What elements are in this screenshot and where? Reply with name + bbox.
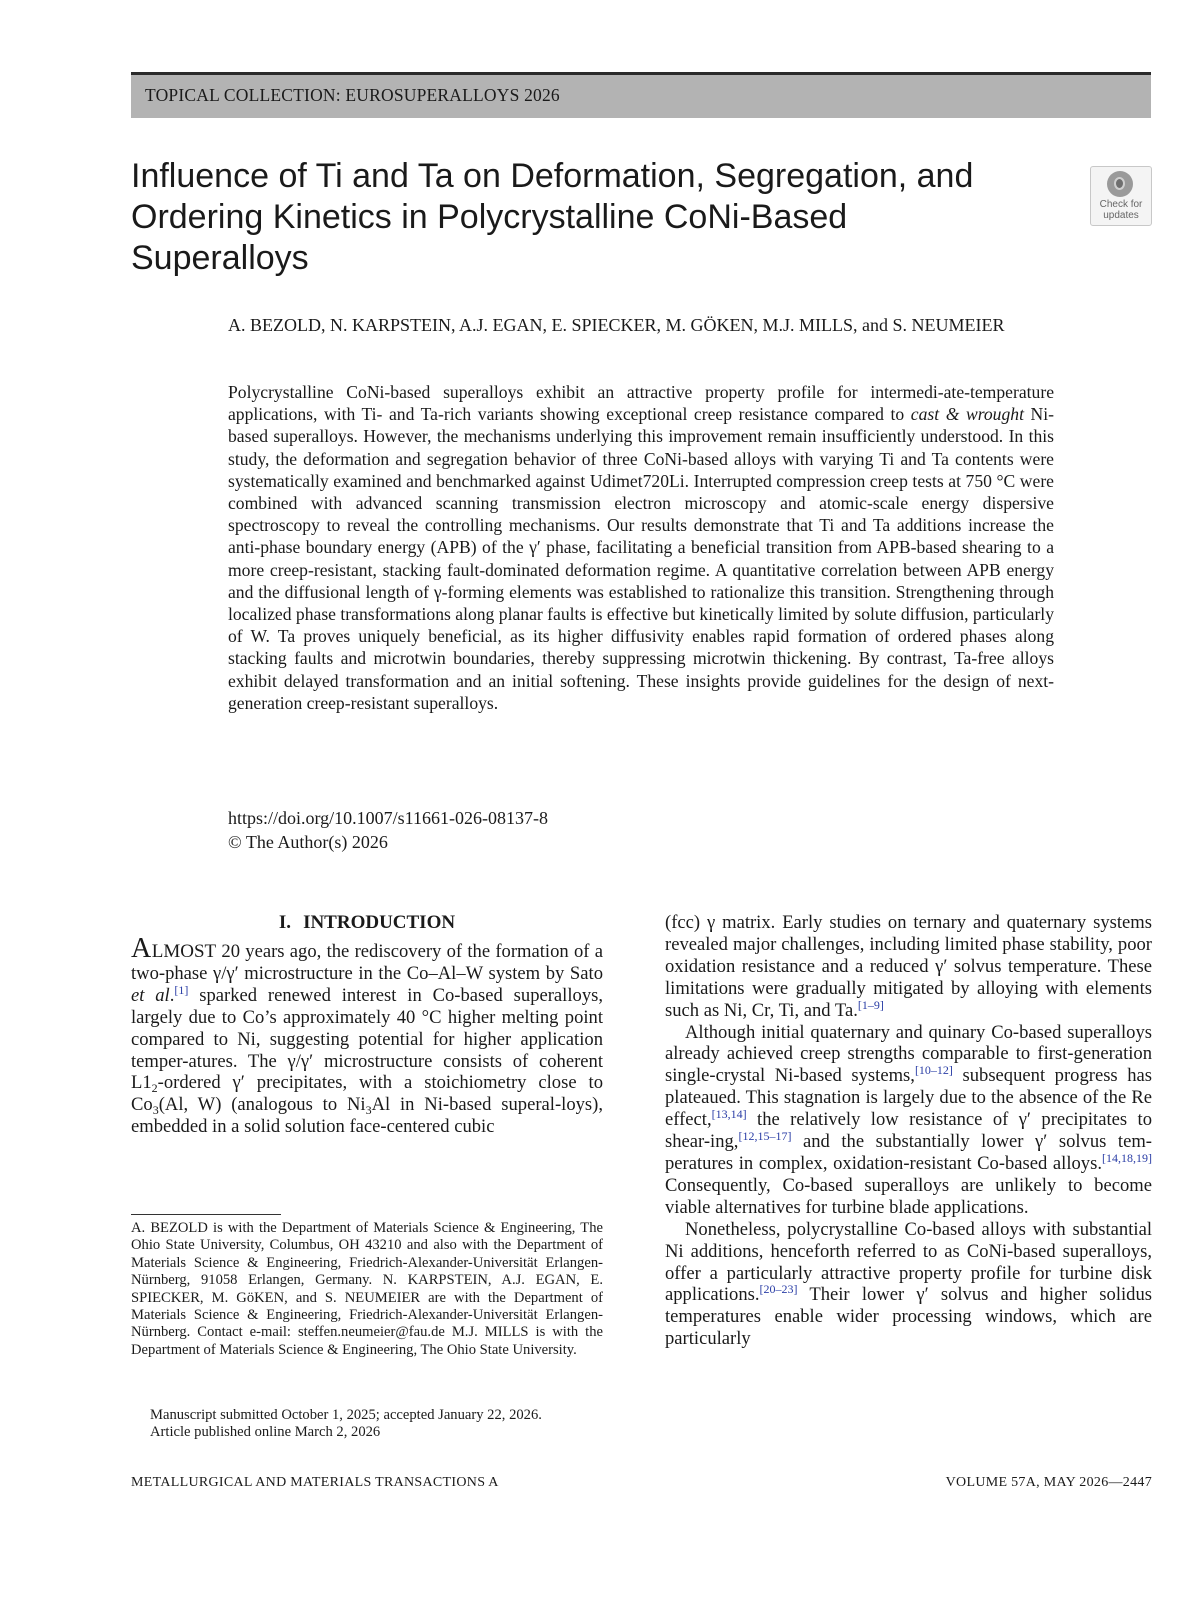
intro-paragraph-1-continued: (fcc) γ matrix. Early studies on ternary and quaternary systems revealed major challenges, including limited phase stability, poor oxidation resistance and a reduced γ′ solvus temperature. These limitations were gradually mitigated by alloying with elements such as Ni, Cr, Ti, and Ta.[1–9] xyxy=(665,912,1152,1021)
doi-link[interactable]: https://doi.org/10.1007/s11661-026-08137-8 xyxy=(228,808,549,828)
collection-label: TOPICAL COLLECTION: EUROSUPERALLOYS 2026 xyxy=(145,85,560,105)
copyright-line: © The Author(s) 2026 xyxy=(228,832,388,852)
journal-name: METALLURGICAL AND MATERIALS TRANSACTIONS A xyxy=(131,1475,499,1490)
citation-link[interactable]: [1–9] xyxy=(857,997,884,1012)
citation-link[interactable]: [12,15–17] xyxy=(738,1129,792,1144)
check-for-updates-badge[interactable] xyxy=(1090,166,1152,226)
small-caps-lead: LMOST xyxy=(151,941,217,962)
crossmark-icon xyxy=(1107,171,1133,197)
citation-link[interactable]: [14,18,19] xyxy=(1102,1150,1152,1165)
intro-left-column xyxy=(131,933,603,1138)
section-heading xyxy=(131,912,603,934)
collection-banner xyxy=(131,72,1151,118)
manuscript-dates: Manuscript submitted October 1, 2025; accepted January 22, 2026. Article published online March 2, 2026 xyxy=(150,1407,542,1441)
intro-paragraph-3: Nonetheless, polycrystalline Co-based alloys with substantial Ni additions, henceforth referred to as CoNi-based superalloys, offer a particularly attractive property profile for turbine disk applications.[20–23] Their lower γ′ solvus and higher solidus temperatures enable wider processing windows, which are particularly xyxy=(665,1218,1152,1350)
author-affiliations: A. BEZOLD is with the Department of Materials Science & Engineering, The Ohio State University, Columbus, OH 43210 and also with the Department of Materials Science & Engineering, Friedrich-Alexander-Universität Erlangen-Nürnberg, 91058 Erlangen, Germany. N. KARPSTEIN, A.J. EGAN, E. SPIECKER, M. GöKEN, and S. NEUMEIER are with the Department of Materials Science & Engineering, Friedrich-Alexander-Universität Erlangen-Nürnberg. Contact e-mail: steffen.neumeier@fau.de M.J. MILLS is with the Department of Materials Science & Engineering, The Ohio State University. xyxy=(131,1220,603,1358)
citation-link[interactable]: [13,14] xyxy=(711,1107,747,1122)
section-title: INTRODUCTION xyxy=(303,912,456,933)
section-number: I. xyxy=(278,912,292,933)
citation-link[interactable]: [1] xyxy=(174,982,189,997)
intro-right-column xyxy=(665,912,1152,1350)
author-list: A. BEZOLD, N. KARPSTEIN, A.J. EGAN, E. SPIECKER, M. GÖKEN, M.J. MILLS, and S. NEUMEIER xyxy=(228,315,1005,335)
citation-link[interactable]: [20–23] xyxy=(759,1282,798,1297)
volume-page: VOLUME 57A, MAY 2026—2447 xyxy=(945,1475,1152,1490)
citation-link[interactable]: [10–12] xyxy=(914,1063,953,1078)
abstract-emphasis: cast & wrought xyxy=(910,404,1024,425)
badge-text: Check for updates xyxy=(1099,199,1143,221)
intro-paragraph-2: Although initial quaternary and quinary Co-based superalloys already achieved creep strengths comparable to first-generation single-crystal Ni-based systems,[10–12] subsequent progress has plateaued. This stagnation is largely due to the absence of the Re effect,[13,14] the relatively low resistance of γ′ precipitates to shear-ing,[12,15–17] and the substantially lower γ′ solvus tem-peratures in complex, oxidation-resistant Co-based alloys.[14,18,19] Consequently, Co-based superalloys are unlikely to become viable alternatives for turbine blade applications. xyxy=(665,1021,1153,1218)
footnote-divider xyxy=(131,1214,281,1215)
article-title: Influence of Ti and Ta on Deformation, Segregation, and Ordering Kinetics in Polycrystalline CoNi-Based Superalloys xyxy=(131,157,974,277)
intro-paragraph-1: ALMOST 20 years ago, the rediscovery of the formation of a two-phase γ/γ′ microstructure in the Co–Al–W system by Sato et al.[1] sparked renewed interest in Co-based superalloys, largely due to Co’s approximately 40 °C higher melting point compared to Ni, suggesting potential for higher application temper-atures. The γ/γ′ microstructure consists of coherent $L1_2$-ordered γ′ precipitates, with a stoichiometry close to $Co_3(Al$, W) (analogous to $Ni_3Al$ in Ni-based superal-loys), embedded in a solid solution face-centered cubic xyxy=(131,933,603,1138)
drop-cap: A xyxy=(131,933,152,964)
abstract: Polycrystalline CoNi-based superalloys exhibit an attractive property profile for intermedi-ate-temperature applications, with Ti- and Ta-rich variants showing exceptional creep resistance compared to cast & wrought Ni-based superalloys. However, the mechanisms underlying this improvement remain insufficiently understood. In this study, the deformation and segregation behavior of three CoNi-based alloys with varying Ti and Ta contents were systematically examined and benchmarked against Udimet720Li. Interrupted compression creep tests at 750 °C were combined with advanced scanning transmission electron microscopy and atomic-scale energy dispersive spectroscopy to reveal the controlling mechanisms. Our results demonstrate that Ti and Ta additions increase the anti-phase boundary energy (APB) of the γ′ phase, facilitating a beneficial transition from APB-based shearing to a more creep-resistant, stacking fault-dominated deformation regime. A quantitative correlation between APB energy and the diffusional length of γ-forming elements was established to rationalize this transition. Strengthening through localized phase transformations along planar faults is effective but kinetically limited by solute diffusion, particularly of W. Ta proves uniquely beneficial, as its higher diffusivity enables rapid formation of ordered phases along stacking faults and microtwin boundaries, thereby suppressing microtwin thickening. By contrast, Ta-free alloys exhibit delayed transformation and an initial softening. These insights provide guidelines for the design of next-generation creep-resistant superalloys. xyxy=(228,382,1055,713)
